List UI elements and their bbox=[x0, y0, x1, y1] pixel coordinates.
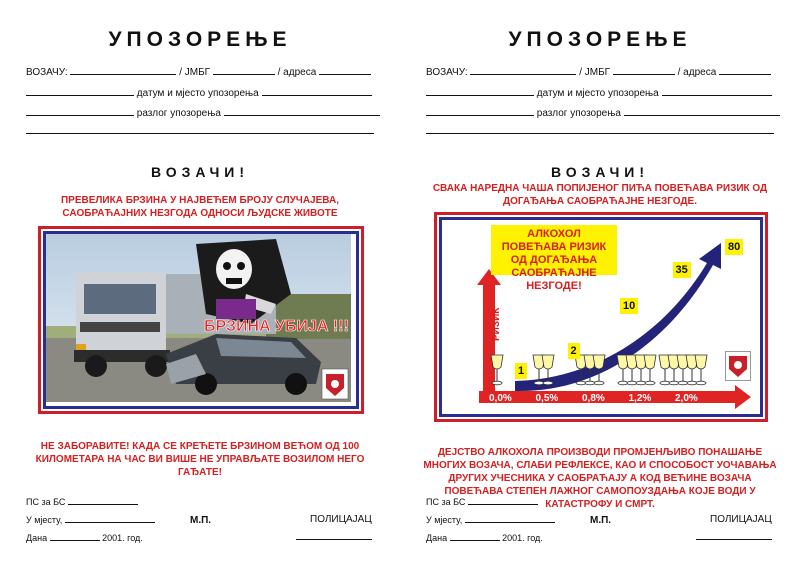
driver-line bbox=[426, 66, 771, 78]
drivers-heading: ВОЗАЧИ! bbox=[550, 164, 650, 180]
reason-field-b[interactable] bbox=[624, 107, 780, 116]
date-sign-line bbox=[426, 532, 543, 543]
chart-callout: АЛКОХОЛ ПОВЕЋАВА РИЗИК ОД ДОГАЂАЊА САОБРАЋАЈНЕ НЕЗГОДЕ! bbox=[491, 225, 617, 275]
jmbg-label: / ЈМБГ bbox=[179, 67, 211, 78]
form-title: УПОЗОРЕЊЕ bbox=[108, 28, 292, 51]
officer-label: ПОЛИЦАЈАЦ bbox=[310, 514, 372, 525]
driver-label: ВОЗАЧУ: bbox=[26, 67, 68, 78]
reason-extra-line[interactable] bbox=[426, 133, 774, 134]
y-axis-label: РИЗИК bbox=[491, 307, 502, 341]
right-warning-form bbox=[400, 0, 800, 566]
day-field[interactable] bbox=[50, 532, 100, 541]
speed-warning-top: ПРЕВЕЛИКА БРЗИНА У НАЈВЕЋЕМ БРОЈУ СЛУЧАЈЕВА, САОБРАЋАЈНИХ НЕЗГОДА ОДНОСИ ЉУДСКЕ ЖИВОТЕ bbox=[60, 195, 340, 219]
year-label: 2001. год. bbox=[102, 533, 143, 543]
bac-label: 0,8% bbox=[582, 393, 605, 404]
reason-line bbox=[26, 107, 380, 119]
day-label: Дана bbox=[426, 533, 448, 543]
police-emblem bbox=[725, 351, 751, 381]
form-title: УПОЗОРЕЊЕ bbox=[508, 28, 692, 51]
alcohol-risk-chart bbox=[445, 223, 757, 411]
ps-field[interactable] bbox=[468, 496, 538, 505]
place-label: У мјесту, bbox=[426, 515, 463, 525]
jmbg-field[interactable] bbox=[213, 66, 275, 75]
drivers-heading: ВОЗАЧИ! bbox=[150, 164, 250, 180]
ps-label: ПС за БС bbox=[26, 497, 66, 507]
risk-value: 35 bbox=[673, 262, 691, 278]
risk-value: 10 bbox=[620, 298, 638, 314]
reason-extra-line[interactable] bbox=[26, 133, 374, 134]
address-field[interactable] bbox=[719, 66, 771, 75]
speed-kills-label: БРЗИНА УБИЈА !!! bbox=[204, 318, 349, 335]
place-label: У мјесту, bbox=[26, 515, 63, 525]
date-label: датум и мјесто упозорења bbox=[536, 88, 659, 99]
ps-label: ПС за БС bbox=[426, 497, 466, 507]
reason-field-a[interactable] bbox=[426, 107, 534, 116]
day-field[interactable] bbox=[450, 532, 500, 541]
year-label: 2001. год. bbox=[502, 533, 543, 543]
address-label: / адреса bbox=[677, 67, 717, 78]
bac-label: 2,0% bbox=[675, 393, 698, 404]
place-line bbox=[26, 514, 155, 525]
risk-value: 2 bbox=[568, 343, 580, 359]
date-label: датум и мјесто упозорења bbox=[136, 88, 259, 99]
officer-signature-field[interactable] bbox=[696, 539, 772, 540]
driver-field[interactable] bbox=[70, 66, 176, 75]
place-field[interactable] bbox=[262, 87, 372, 96]
risk-value: 80 bbox=[725, 239, 743, 255]
ps-line bbox=[426, 496, 538, 507]
reason-field-a[interactable] bbox=[26, 107, 134, 116]
wine-glass-icon bbox=[644, 355, 656, 385]
stamp-label: М.П. bbox=[190, 515, 212, 526]
date-line bbox=[26, 87, 372, 99]
place-line bbox=[426, 514, 555, 525]
speed-photo-frame bbox=[38, 226, 364, 414]
wine-glass-icon bbox=[695, 355, 707, 385]
place-sign-field[interactable] bbox=[65, 514, 155, 523]
reason-label: разлог упозорења bbox=[536, 108, 621, 119]
ps-field[interactable] bbox=[68, 496, 138, 505]
date-field[interactable] bbox=[26, 87, 134, 96]
driver-line bbox=[26, 66, 371, 78]
date-field[interactable] bbox=[426, 87, 534, 96]
speed-warning-bottom: НЕ ЗАБОРАВИТЕ! КАДА СЕ КРЕЋЕТЕ БРЗИНОМ ВЕЋОМ ОД 100 КИЛОМЕТАРА НА ЧАС ВИ ВИШЕ НЕ УПРАВЉАТЕ ВОЗИЛОМ НЕГО ГАЂАТЕ! bbox=[35, 441, 365, 478]
police-emblem bbox=[322, 369, 348, 399]
officer-signature-field[interactable] bbox=[296, 539, 372, 540]
jmbg-field[interactable] bbox=[613, 66, 675, 75]
place-field[interactable] bbox=[662, 87, 772, 96]
bac-label: 1,2% bbox=[628, 393, 652, 404]
driver-label: ВОЗАЧУ: bbox=[426, 67, 468, 78]
address-field[interactable] bbox=[319, 66, 371, 75]
stamp-label: М.П. bbox=[590, 515, 612, 526]
alcohol-warning-top: СВАКА НАРЕДНА ЧАША ПОПИЈЕНОГ ПИЋА ПОВЕЋАВА РИЗИК ОД ДОГАЂАЊА САОБРАЋАЈНЕ НЕЗГОДЕ. bbox=[432, 183, 768, 207]
risk-value: 1 bbox=[515, 363, 527, 379]
place-sign-field[interactable] bbox=[465, 514, 555, 523]
officer-label: ПОЛИЦАЈАЦ bbox=[710, 514, 772, 525]
alcohol-chart-frame bbox=[434, 212, 768, 422]
alcohol-warning-bottom: ДЕЈСТВО АЛКОХОЛА ПРОИЗВОДИ ПРОМЈЕНЉИВО ПОНАШАЊЕ МНОГИХ ВОЗАЧА, СЛАБИ РЕФЛЕКСЕ, КАО И СПОСОБОСТ УОЧАВАЊА ДРУГИХ УЧЕСНИКА У САОБРАЋАЈУ А КОД ВЕЋИНЕ ВОЗАЧА ПОВЕЋАВА СТЕПЕН ЛАЖНОГ САМОПОУЗДАЊА КОЈЕ ВОДИ У КАТАСТРОФУ И СМРТ. bbox=[423, 447, 777, 510]
day-label: Дана bbox=[26, 533, 48, 543]
date-line bbox=[426, 87, 772, 99]
driver-field[interactable] bbox=[470, 66, 576, 75]
crash-photo bbox=[46, 234, 351, 402]
reason-label: разлог упозорења bbox=[136, 108, 221, 119]
jmbg-label: / ЈМБГ bbox=[579, 67, 611, 78]
ps-line bbox=[26, 496, 138, 507]
reason-line bbox=[426, 107, 780, 119]
bac-label: 0,0% bbox=[489, 393, 512, 404]
reason-field-b[interactable] bbox=[224, 107, 380, 116]
bac-label: 0,5% bbox=[535, 393, 559, 404]
date-sign-line bbox=[26, 532, 143, 543]
address-label: / адреса bbox=[277, 67, 317, 78]
